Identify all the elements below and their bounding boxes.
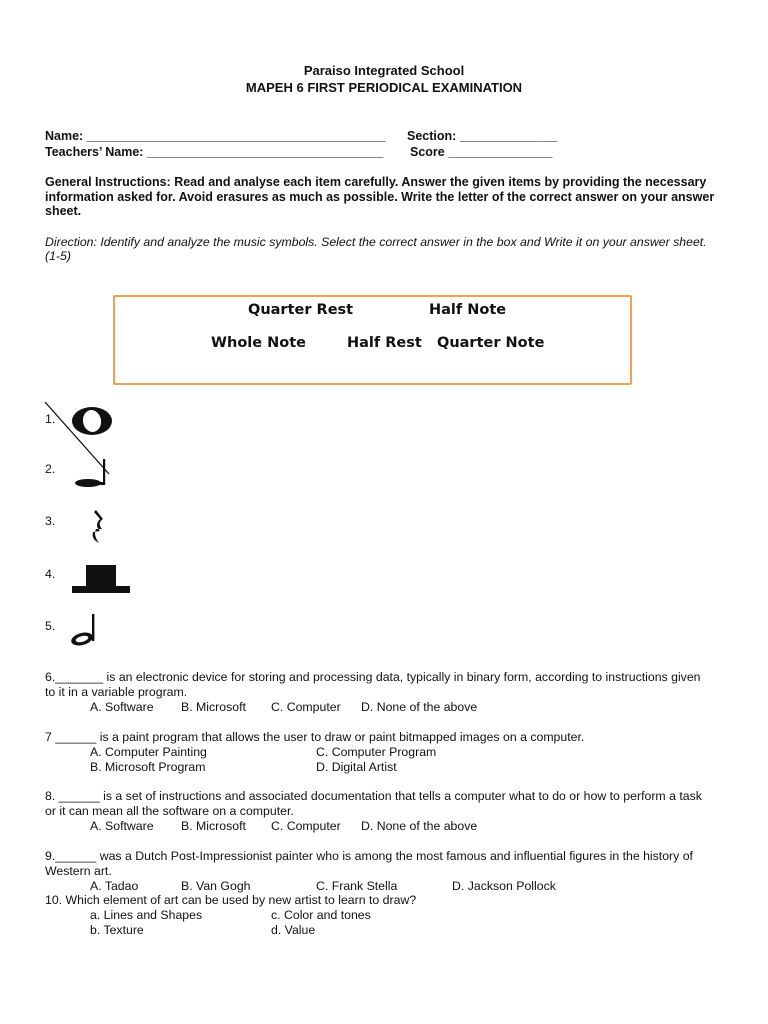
direction-line-2: (1-5)	[45, 249, 71, 263]
instructions-line-3: sheet.	[45, 204, 82, 218]
question-6-option-b: B. Microsoft	[181, 700, 246, 714]
score-field: Score _______________	[410, 145, 553, 159]
question-9-line-1: 9.______ was a Dutch Post-Impressionist painter who is among the most famous and influential figures in the history of	[45, 849, 693, 863]
question-7-line-1: 7 ______ is a paint program that allows the user to draw or paint bitmapped images on a computer.	[45, 730, 585, 744]
choice-half-note: Half Note	[429, 302, 507, 318]
teacher-name-field: Teachers’ Name: __________________________________	[45, 145, 384, 159]
symbol-number-3: 3.	[45, 514, 56, 528]
symbol-number-5: 5.	[45, 619, 56, 633]
choice-whole-note: Whole Note	[211, 335, 306, 351]
question-10-option-a: a. Lines and Shapes	[90, 908, 203, 922]
question-10-option-c: c. Color and tones	[271, 908, 371, 922]
symbol-number-1: 1.	[45, 412, 56, 426]
answer-choices-box	[113, 295, 632, 385]
exam-title: MAPEH 6 FIRST PERIODICAL EXAMINATION	[245, 80, 523, 95]
half-note-icon	[68, 612, 108, 646]
question-8-option-b: B. Microsoft	[181, 819, 246, 833]
question-6-option-d: D. None of the above	[361, 700, 478, 714]
question-7-option-b: B. Microsoft Program	[90, 760, 206, 774]
section-field: Section: ______________	[407, 129, 558, 143]
question-9-option-c: C. Frank Stella	[316, 879, 398, 893]
question-8-line-2: or it can mean all the software on a computer.	[45, 804, 294, 818]
symbol-number-4: 4.	[45, 567, 56, 581]
instructions-line-2: information asked for. Avoid erasures as much as possible. Write the letter of the correct answer on your answer	[45, 190, 715, 204]
question-9-option-b: B. Van Gogh	[181, 879, 251, 893]
question-7-option-a: A. Computer Painting	[90, 745, 207, 759]
question-10-option-d: d. Value	[271, 923, 316, 937]
symbol-number-2: 2.	[45, 462, 56, 476]
choice-quarter-rest: Quarter Rest	[248, 302, 354, 318]
question-10-option-b: b. Texture	[90, 923, 144, 937]
question-6-line-1: 6._______ is an electronic device for storing and processing data, typically in binary form, according to instructions given	[45, 670, 701, 684]
question-6-option-a: A. Software	[90, 700, 154, 714]
question-9-option-d: D. Jackson Pollock	[452, 879, 556, 893]
question-8-option-c: C. Computer	[271, 819, 341, 833]
question-8-option-d: D. None of the above	[361, 819, 478, 833]
half-rest-icon	[72, 562, 132, 596]
school-name: Paraiso Integrated School	[303, 63, 465, 78]
question-8-option-a: A. Software	[90, 819, 154, 833]
choice-quarter-note: Quarter Note	[437, 335, 545, 351]
question-9-option-a: A. Tadao	[90, 879, 139, 893]
question-8-line-1: 8. ______ is a set of instructions and associated documentation that tells a computer what to do or how to perform a task	[45, 789, 702, 803]
direction-line-1: Direction: Identify and analyze the music symbols. Select the correct answer in the box and Write it on your answer sheet.	[45, 235, 707, 249]
question-6-line-2: to it in a variable program.	[45, 685, 188, 699]
question-9-line-2: Western art.	[45, 864, 112, 878]
question-10-line-1: 10. Which element of art can be used by new artist to learn to draw?	[45, 893, 417, 907]
name-field: Name: ___________________________________________	[45, 129, 386, 143]
question-6-option-c: C. Computer	[271, 700, 341, 714]
question-7-option-d: D. Digital Artist	[316, 760, 397, 774]
question-7-option-c: C. Computer Program	[316, 745, 437, 759]
instructions-line-1: General Instructions: Read and analyse each item carefully. Answer the given items by providing the necessary	[45, 175, 707, 189]
quarter-note-icon	[70, 456, 110, 488]
quarter-rest-icon	[90, 508, 110, 546]
choice-half-rest: Half Rest	[347, 335, 422, 351]
